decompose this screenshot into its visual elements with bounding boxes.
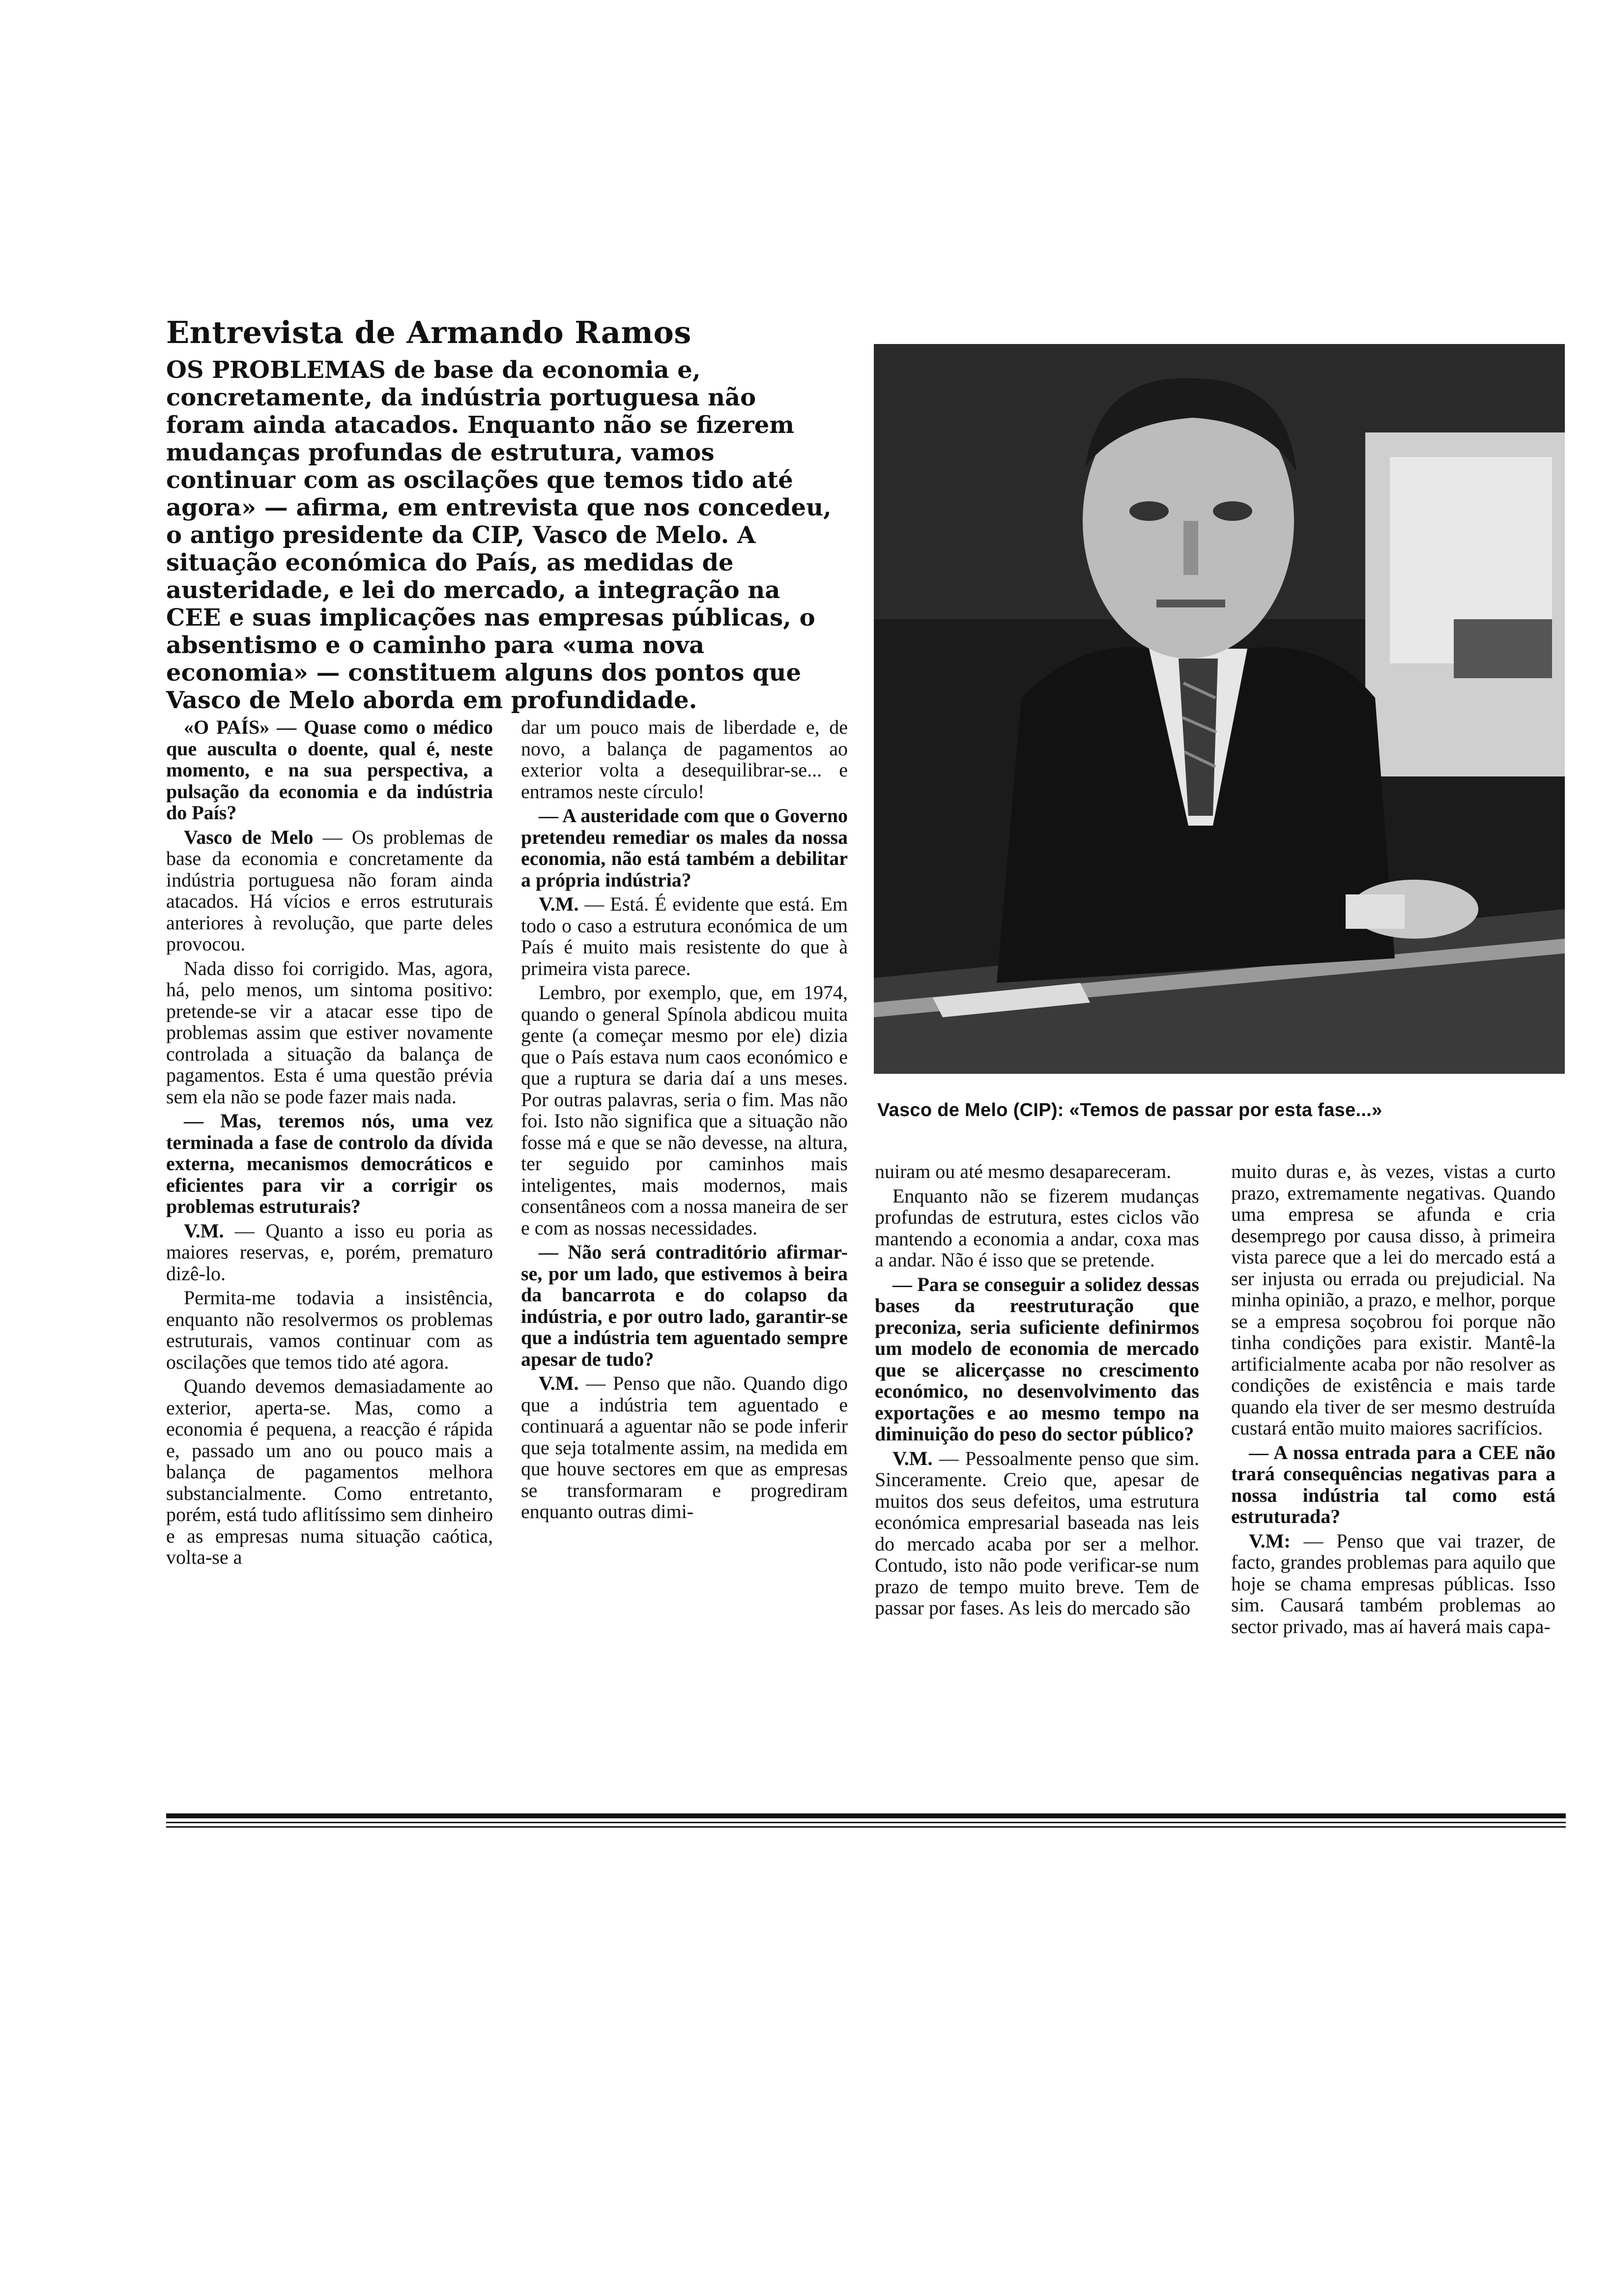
interview-answer [875, 1448, 1199, 1619]
body-paragraph: muito duras e, às vezes, vistas a curto prazo, extremamente negativas. Quando uma empresa se afunda e cria desemprego por causa disso, à primeira vista parece que a lei do mercado está a ser injusta ou errada ou prejudicial. Na minha opinião, a prazo, e melhor, porque se a empresa soçobrou foi porque não tinha condições para existir. Mantê-la artificialmente acaba por não resolver as condições de existência e mais tarde quando ela tiver de ser mesmo destruída custará então muito maiores sacrifícios. [1231, 1160, 1555, 1439]
speaker-label: V.M. [539, 1372, 579, 1394]
speaker-label: Vasco de Melo [184, 826, 314, 848]
portrait-illustration [874, 344, 1565, 1074]
answer-text: — Pessoalmente penso que sim. Sinceramente. Creio que, apesar de muitos dos seus defeitos, uma estrutura económica empresarial baseada nas leis do mercado acaba por ser a melhor. Contudo, isto não pode verificar-se num prazo de tempo muito breve. Tem de passar por fases. As leis do mercado são [875, 1447, 1199, 1619]
interview-question: «O PAÍS» — Quase como o médico que ausculta o doente, qual é, neste momento, e na sua perspectiva, a pulsação da economia e da indústria do País? [166, 716, 493, 824]
body-paragraph: Enquanto não se fizerem mudanças profundas de estrutura, estes ciclos vão mantendo a economia a andar, coxa mas a andar. Não é isso que se pretende. [875, 1184, 1199, 1271]
interview-answer [166, 827, 493, 955]
speaker-label: V.M. [539, 893, 579, 915]
interview-answer [521, 893, 848, 979]
speaker-label: V.M. [892, 1447, 933, 1469]
body-paragraph: Quando devemos demasiadamente ao exterior, aperta-se. Mas, como a economia é pequena, a reacção é rápida e, passado um ano ou pouco mais a balança de pagamentos melhora substancialmente. Como entretanto, porém, está tudo aflitíssimo sem dinheiro e as empresas numa situação caótica, volta-se a [166, 1375, 493, 1568]
interview-question: — A nossa entrada para a CEE não trará consequências negativas para a nossa indústria tal como está estruturada? [1231, 1441, 1555, 1527]
answer-text: — Os problemas de base da economia e concretamente da indústria portuguesa não foram ainda atacados. Há vícios e erros estruturais anteriores à revolução, que parte deles provocou. [166, 826, 493, 955]
bottom-rule-thin [166, 1826, 1566, 1828]
speaker-label: V.M: [1249, 1529, 1291, 1552]
photo-caption: Vasco de Melo (CIP): «Temos de passar por esta fase...» [877, 1100, 1382, 1120]
interview-question: — Mas, teremos nós, uma vez terminada a fase de controlo da dívida externa, mecanismos democráticos e eficientes para vir a corrigir os problemas estruturais? [166, 1110, 493, 1217]
text-column-1 [166, 717, 493, 1571]
bottom-rule-thick [166, 1813, 1566, 1818]
article-lead [166, 356, 839, 714]
answer-text: — Quanto a isso eu poria as maiores reservas, e, porém, prematuro dizê-lo. [166, 1219, 493, 1285]
article-kicker: Entrevista de Armando Ramos [166, 315, 691, 350]
body-paragraph: Nada disso foi corrigido. Mas, agora, há, pelo menos, um sintoma positivo: pretende-se vir a atacar esse tipo de problemas assim que estiver novamente controlada a situação da balança de pagamentos. Esta é uma questão prévia sem ela não se pode fazer mais nada. [166, 957, 493, 1108]
body-paragraph: Permita-me todavia a insistência, enquanto não resolvermos os problemas estruturais, vamos continuar com as oscilações que temos tido até agora. [166, 1287, 493, 1373]
body-paragraph: Lembro, por exemplo, que, em 1974, quando o general Spínola abdicou muita gente (a começar mesmo por ele) dizia que o País estava num caos económico e que a ruptura se daria daí a uns meses. Por outras palavras, seria o fim. Mas não foi. Isto não significa que a situação não fosse má e que se não devesse, na altura, ter seguido por caminhos mais inteligentes, mais modernos, mais consentâneos com a nossa maneira de ser e com as nossas necessidades. [521, 981, 848, 1239]
bottom-rule-thin [166, 1822, 1566, 1823]
body-paragraph: nuiram ou até mesmo desapareceram. [875, 1160, 1172, 1182]
portrait-photo [874, 344, 1565, 1074]
interview-answer [521, 1373, 848, 1522]
answer-text: — Está. É evidente que está. Em todo o caso a estrutura económica de um País é muito mais resistente do que à primeira vista parece. [521, 893, 848, 979]
body-paragraph: dar um pouco mais de liberdade e, de novo, a balança de pagamentos ao exterior volta a desequilibrar-se... e entramos neste círculo! [521, 716, 848, 803]
interview-answer [1231, 1530, 1555, 1637]
answer-text: — Penso que não. Quando digo que a indústria tem aguentado e continuará a aguentar não se pode inferir que seja totalmente assim, na medida em que houve sectores em que as empresas se transformaram e progrediram enquanto outras dimi- [521, 1372, 848, 1522]
speaker-label: V.M. [184, 1219, 224, 1242]
interview-answer [166, 1220, 493, 1285]
lead-paragraph: OS PROBLEMAS de base da economia e, concretamente, da indústria portuguesa não foram ainda atacados. Enquanto não se fizerem mudanças profundas de estrutura, vamos continuar com as oscilações que temos tido até agora» — afirma, em entrevista que nos concedeu, o antigo presidente da CIP, Vasco de Melo. A situação económica do País, as medidas de austeridade, e lei do mercado, a integração na CEE e suas implicações nas empresas públicas, o absentismo e o caminho para «uma nova economia» — constituem alguns dos pontos que Vasco de Melo aborda em profundidade. [166, 356, 832, 714]
interview-question: — Para se conseguir a solidez dessas bases da reestruturação que preconiza, seria suficiente definirmos um modelo de economia de mercado que se alicerçasse no crescimento económico, no desenvolvimento das exportações e ao mesmo tempo na diminuição do peso do sector público? [875, 1273, 1199, 1445]
text-column-3 [875, 1161, 1199, 1622]
text-column-2 [521, 717, 848, 1525]
interview-question: — A austeridade com que o Governo pretendeu remediar os males da nossa economia, não está também a debilitar a própria indústria? [521, 804, 848, 891]
text-column-4 [1231, 1161, 1555, 1640]
answer-text: — Penso que vai trazer, de facto, grandes problemas para aquilo que hoje se chama empresas públicas. Isso sim. Causará também problemas ao sector privado, mas aí haverá mais capa- [1231, 1529, 1555, 1637]
interview-question: — Não será contraditório afirmar-se, por um lado, que estivemos à beira da bancarrota e do colapso da indústria, e por outro lado, garantir-se que a indústria tem aguentado sempre apesar de tudo? [521, 1241, 848, 1370]
